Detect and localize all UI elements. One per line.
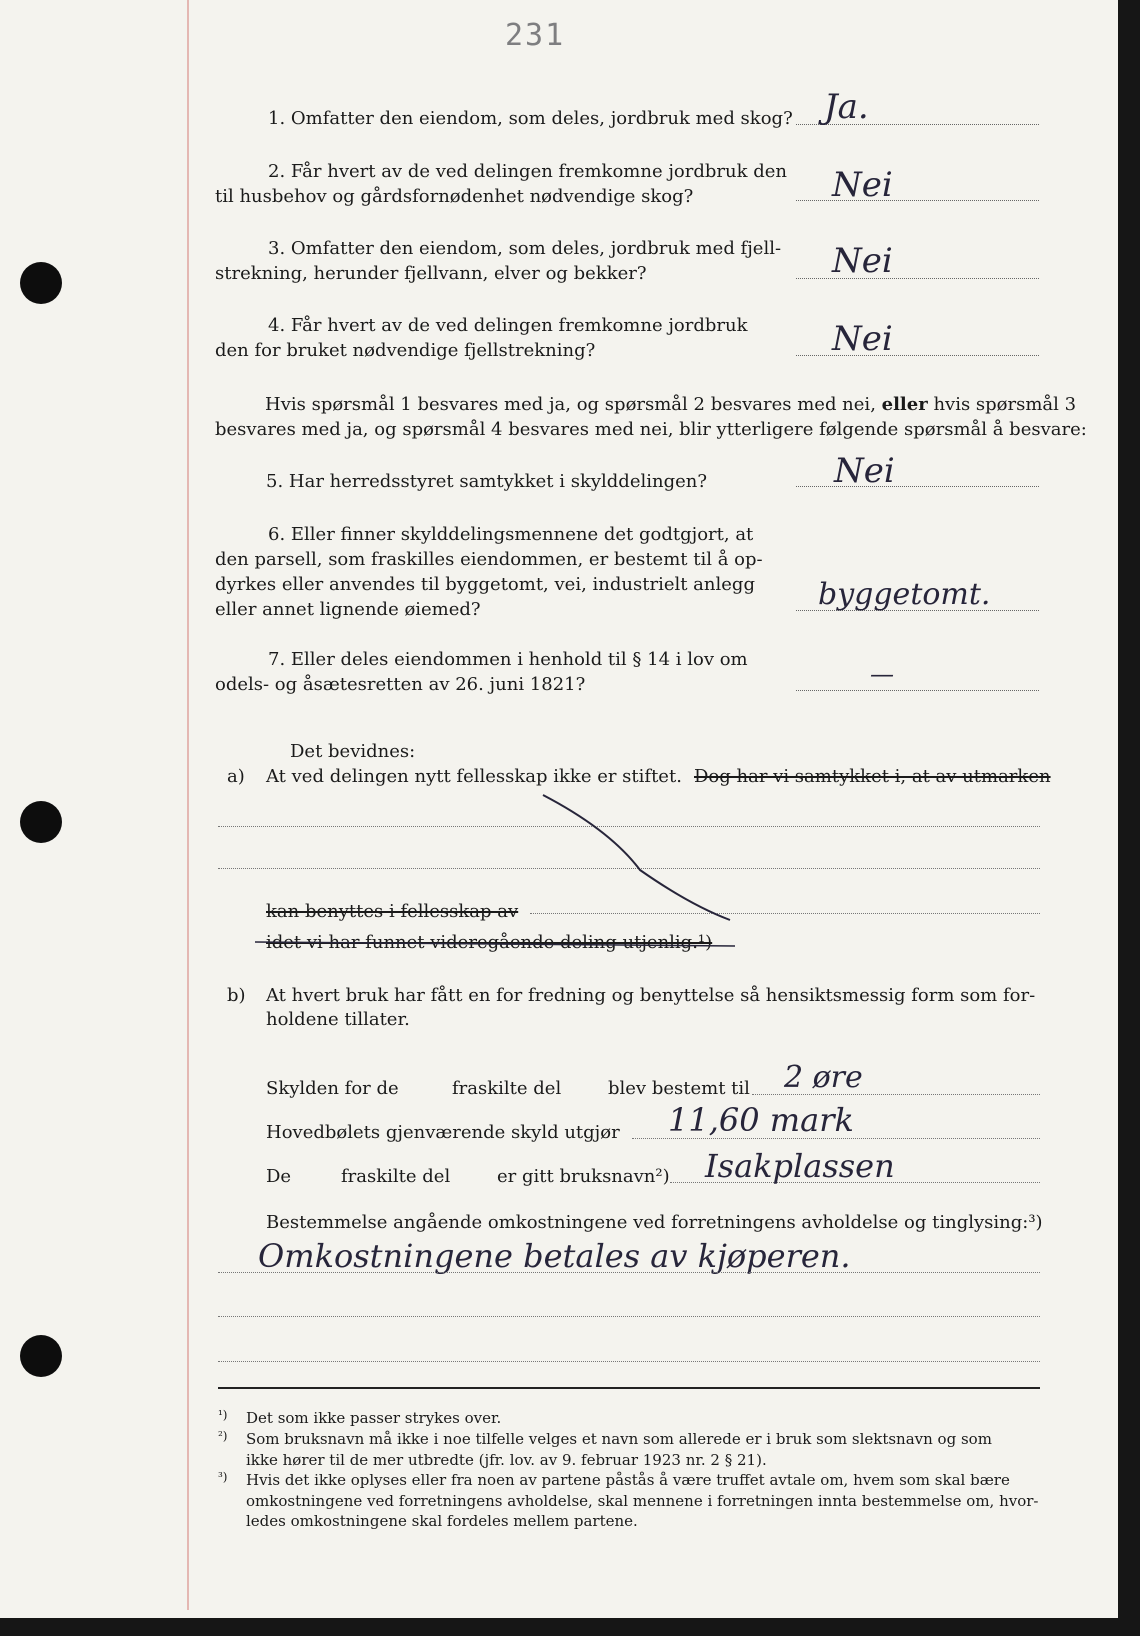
- question-text: 2. Får hvert av de ved delingen fremkomne jordbruk den: [268, 161, 787, 182]
- navn-label: fraskilte del: [341, 1166, 451, 1187]
- answer-handwritten: Nei: [832, 165, 893, 205]
- navn-label: De: [266, 1166, 292, 1187]
- blank-line: [218, 1361, 1040, 1362]
- skyld-label: blev bestemt til: [608, 1078, 750, 1099]
- answer-handwritten: Nei: [832, 241, 893, 281]
- question-text: strekning, herunder fjellvann, elver og bekker?: [215, 263, 647, 284]
- question-text: eller annet lignende øiemed?: [215, 599, 481, 620]
- question-text: 5. Har herredsstyret samtykket i skylddelingen?: [266, 471, 707, 492]
- page-number: 231: [505, 18, 566, 53]
- answer-handwritten: —: [870, 660, 894, 688]
- footnote-mark: ²): [218, 1429, 228, 1443]
- skyld-label: Skylden for de: [266, 1078, 399, 1099]
- footnote-divider: [218, 1387, 1040, 1389]
- cost-value: Omkostningene betales av kjøperen.: [258, 1237, 851, 1275]
- footnote-text: Hvis det ikke oplyses eller fra noen av partene påstås å være truffet avtale om, hvem som skal bære: [246, 1471, 1010, 1489]
- navn-value: Isakplassen: [705, 1147, 895, 1185]
- footnote-text: omkostningene ved forretningens avholdelse, skal mennene i forretningen innta bestemmelse om, hvor-: [246, 1491, 1039, 1510]
- attest-b-line2: holdene tillater.: [266, 1009, 410, 1030]
- hoved-label: Hovedbølets gjenværende skyld utgjør: [266, 1122, 620, 1143]
- answer-handwritten: Nei: [834, 451, 895, 491]
- question-text: 7. Eller deles eiendommen i henhold til § 14 i lov om: [268, 649, 748, 670]
- footnote-text: ledes omkostningene skal fordeles mellem partene.: [246, 1512, 638, 1530]
- question-text: den parsell, som fraskilles eiendommen, er bestemt til å op-: [215, 549, 763, 570]
- answer-handwritten: Nei: [832, 319, 893, 359]
- attest-a-struck-3: idet vi har funnet videregående deling utjenlig.¹): [266, 932, 713, 953]
- attest-b-label: b): [227, 985, 246, 1006]
- footnote-text: Som bruksnavn må ikke i noe tilfelle velges et navn som allerede er i bruk som slektsnavn og som: [246, 1430, 992, 1448]
- question-text: 6. Eller finner skylddelingsmennene det godtgjort, at: [268, 524, 754, 545]
- footnote-text: Det som ikke passer strykes over.: [246, 1409, 502, 1427]
- footnote-3: [246, 1470, 1040, 1532]
- footnote-2: [246, 1429, 1040, 1470]
- note-text: besvares med ja, og spørsmål 4 besvares med nei, blir ytterligere følgende spørsmål å besvare:: [215, 419, 1087, 440]
- note-text: Hvis spørsmål 1 besvares med ja, og spørsmål 2 besvares med nei,: [265, 394, 882, 415]
- skyld-label: fraskilte del: [452, 1078, 562, 1099]
- question-text: 4. Får hvert av de ved delingen fremkomne jordbruk: [268, 315, 748, 336]
- question-text: 3. Omfatter den eiendom, som deles, jordbruk med fjell-: [268, 238, 782, 259]
- attest-a-label: a): [227, 766, 245, 787]
- blank-line: [218, 1316, 1040, 1317]
- hoved-value: 11,60 mark: [668, 1101, 854, 1139]
- answer-handwritten: Ja.: [824, 87, 869, 127]
- answer-handwritten: byggetomt.: [818, 577, 991, 612]
- note-bold: eller: [881, 394, 928, 415]
- footnote-1: [246, 1408, 1040, 1429]
- navn-label: er gitt bruksnavn²): [497, 1166, 670, 1187]
- question-text: 1. Omfatter den eiendom, som deles, jordbruk med skog?: [268, 108, 793, 129]
- question-text: den for bruket nødvendige fjellstrekning?: [215, 340, 596, 361]
- note-text: hvis spørsmål 3: [927, 394, 1077, 415]
- question-text: odels- og åsætesretten av 26. juni 1821?: [215, 674, 586, 695]
- footnote-mark: ³): [218, 1470, 228, 1484]
- attest-a-struck: Dog har vi samtykket i, at av utmarken: [694, 766, 1051, 787]
- attest-a-text: At ved delingen nytt fellesskap ikke er stiftet.: [266, 766, 682, 787]
- attest-b-line1: At hvert bruk har fått en for fredning og benyttelse så hensiktsmessig form som for-: [266, 985, 1036, 1006]
- question-text: dyrkes eller anvendes til byggetomt, vei, industrielt anlegg: [215, 574, 755, 595]
- attest-a-struck-2: kan benyttes i fellesskap av: [266, 901, 519, 922]
- attest-heading: Det bevidnes:: [290, 741, 416, 762]
- skyld-value: 2 øre: [784, 1060, 863, 1095]
- footnote-text: ikke hører til de mer utbredte (jfr. lov. av 9. februar 1923 nr. 2 § 21).: [246, 1450, 767, 1469]
- question-text: til husbehov og gårdsfornødenhet nødvendige skog?: [215, 186, 694, 207]
- cost-label: Bestemmelse angående omkostningene ved forretningens avholdelse og tinglysing:³): [266, 1212, 1043, 1233]
- footnote-mark: ¹): [218, 1408, 228, 1422]
- answer-line: [218, 1272, 1040, 1273]
